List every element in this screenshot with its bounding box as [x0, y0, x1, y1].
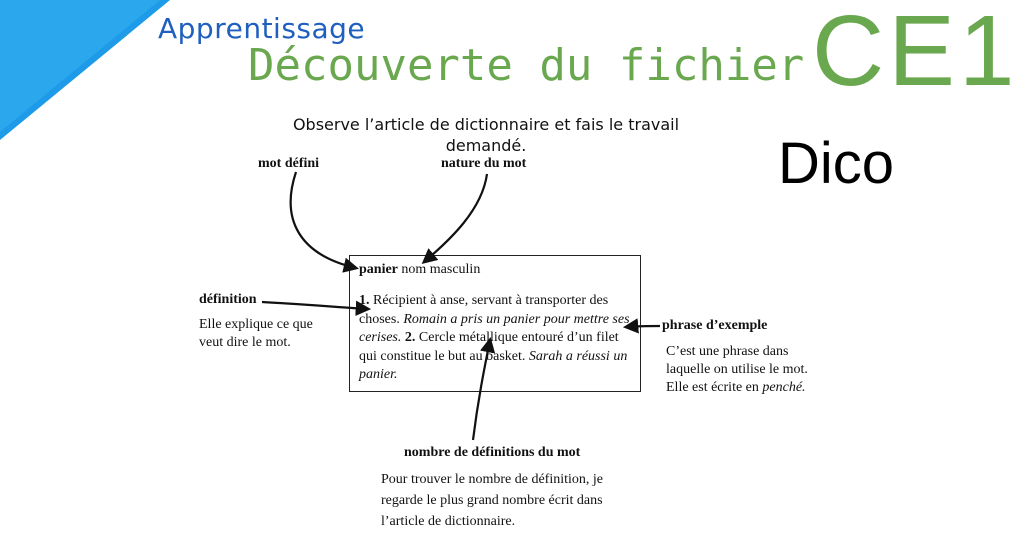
arrow-nombre [473, 340, 490, 440]
label-nombre-definitions: nombre de définitions du mot [404, 445, 581, 460]
definition-number-1: 1. [359, 293, 370, 308]
definition-number-2: 2. [404, 330, 416, 345]
label-nature: nature du mot [441, 156, 527, 171]
arrow-phrase-exemple [626, 326, 660, 327]
label-mot-defini: mot défini [258, 156, 320, 171]
arrow-mot-defini [291, 172, 356, 268]
definition-1: Récipient à anse, servant à transporter des choses. [359, 293, 609, 327]
instruction: Observe l’article de dictionnaire et fais le travail demandé. [292, 115, 680, 155]
dico-label: Dico [778, 131, 895, 196]
example-1: Romain a pris un panier pour mettre ses cerises. [359, 311, 630, 345]
definition-description: Elle explique ce que veut dire le mot. [199, 317, 313, 350]
arrow-nature [424, 174, 487, 262]
level-label: CE1 [812, 0, 1019, 107]
label-phrase-exemple: phrase d’exemple [662, 318, 768, 333]
subtitle: Apprentissage [158, 12, 366, 45]
phrase-desc-italic: penché. [762, 380, 806, 395]
definition-2: Cercle métallique entouré d’un filet qui constitue le but au basket. [359, 330, 619, 364]
example-2: Sarah a réussi un panier. [359, 348, 628, 382]
page-title: Découverte du fichier [248, 40, 805, 91]
nombre-description: Pour trouver le nombre de définition, je regarde le plus grand nombre écrit dans l’article de dictionnaire. [381, 472, 603, 529]
arrow-definition [262, 302, 368, 309]
entry-nature: nom masculin [397, 262, 481, 277]
entry-word: panier [359, 262, 398, 277]
label-definition: définition [199, 292, 257, 307]
phrase-desc-text: C’est une phrase dans laquelle on utilise le mot. Elle est écrite en [666, 344, 808, 395]
